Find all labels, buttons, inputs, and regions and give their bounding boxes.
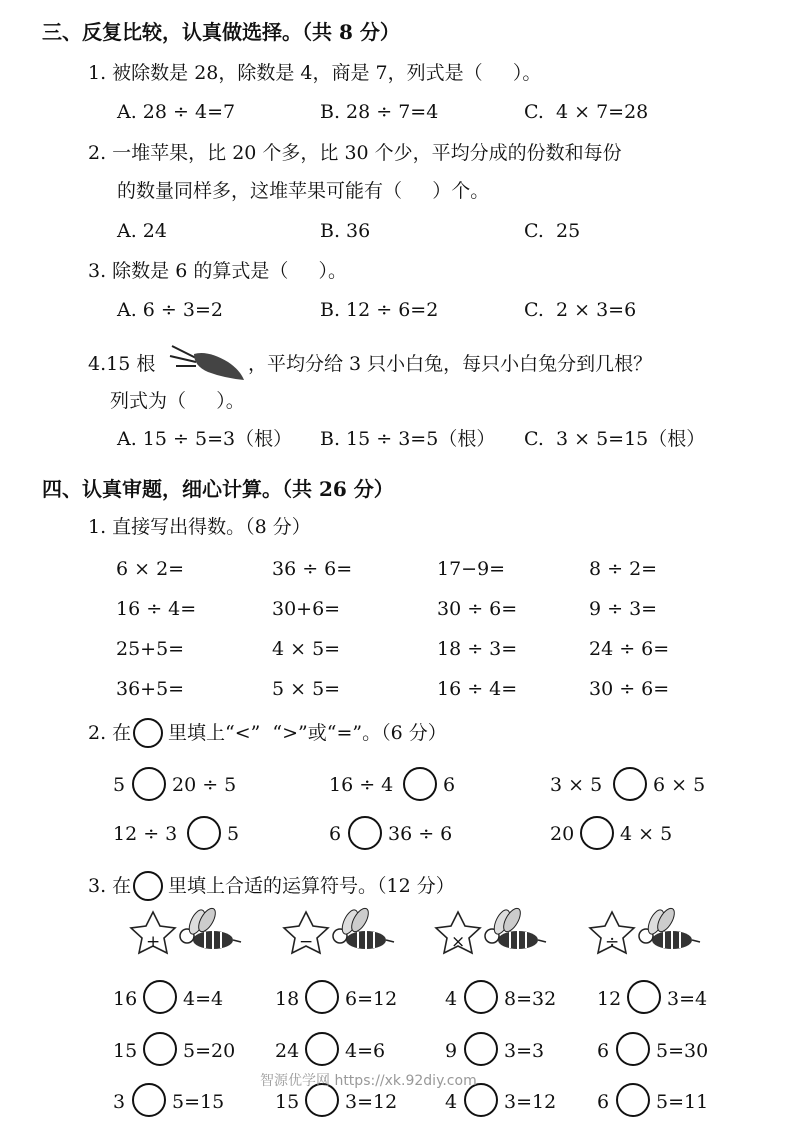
compare-left: 3 × 5	[550, 774, 603, 796]
operator-answer-circle[interactable]	[464, 980, 498, 1014]
compare-answer-circle[interactable]	[613, 767, 647, 801]
star-bee-icon	[586, 906, 706, 966]
q3-stem: 3. 除数是 6 的算式是（ ）。	[88, 260, 348, 282]
compare-left: 16 ÷ 4	[329, 774, 394, 796]
equation-left: 4	[445, 988, 458, 1010]
operator-answer-circle[interactable]	[143, 980, 177, 1014]
equation-right: 3=4	[667, 988, 708, 1010]
p3-title-circle	[133, 871, 163, 901]
compare-answer-circle[interactable]	[132, 767, 166, 801]
compare-left: 6	[329, 823, 342, 845]
equation-left: 3	[113, 1091, 126, 1113]
operator-answer-circle[interactable]	[616, 1083, 650, 1117]
calc-item: 30+6=	[272, 598, 341, 620]
compare-left: 20	[550, 823, 575, 845]
equation-left: 18	[275, 988, 300, 1010]
p1-title: 1. 直接写出得数。（8 分）	[88, 516, 311, 538]
equation-right: 3=12	[504, 1091, 557, 1113]
equation-right: 5=20	[183, 1040, 236, 1062]
bee-symbol-card	[127, 906, 247, 970]
operator-answer-circle[interactable]	[464, 1032, 498, 1066]
compare-right: 4 × 5	[620, 823, 673, 845]
p3-title-post: 里填上合适的运算符号。（12 分）	[168, 875, 455, 897]
calc-item: 16 ÷ 4=	[437, 678, 518, 700]
compare-answer-circle[interactable]	[187, 816, 221, 850]
q4-stem-post: ，平均分给 3 只小白兔，每只小白兔分到几根？	[248, 353, 653, 375]
calc-item: 30 ÷ 6=	[589, 678, 670, 700]
q2-option-b[interactable]: B. 36	[320, 220, 371, 242]
q1-option-a[interactable]: A. 28 ÷ 4=7	[117, 101, 236, 123]
operator-answer-circle[interactable]	[305, 1032, 339, 1066]
q2-option-a[interactable]: A. 24	[117, 220, 167, 242]
operator-symbol: +	[146, 932, 161, 952]
equation-left: 12	[597, 988, 622, 1010]
calc-item: 8 ÷ 2=	[589, 558, 658, 580]
equation-left: 9	[445, 1040, 458, 1062]
equation-right: 4=4	[183, 988, 224, 1010]
equation-right: 8=32	[504, 988, 557, 1010]
bee-symbol-card	[432, 906, 552, 970]
equation-left: 6	[597, 1091, 610, 1113]
q2-option-c[interactable]: C. 25	[524, 220, 581, 242]
calc-item: 4 × 5=	[272, 638, 341, 660]
carrot-icon	[168, 340, 246, 384]
calc-item: 16 ÷ 4=	[116, 598, 197, 620]
q4-option-a[interactable]: A. 15 ÷ 5=3（根）	[117, 428, 293, 450]
equation-left: 6	[597, 1040, 610, 1062]
compare-right: 6 × 5	[653, 774, 706, 796]
calc-item: 6 × 2=	[116, 558, 185, 580]
calc-item: 36 ÷ 6=	[272, 558, 353, 580]
star-bee-icon	[127, 906, 247, 966]
bee-symbol-card	[280, 906, 400, 970]
operator-symbol: ×	[451, 932, 466, 952]
compare-right: 6	[443, 774, 456, 796]
bee-symbol-card	[586, 906, 706, 970]
q4-option-c[interactable]: C. 3 × 5=15（根）	[524, 428, 706, 450]
equation-right: 4=6	[345, 1040, 386, 1062]
operator-answer-circle[interactable]	[627, 980, 661, 1014]
q4-stem-line2: 列式为（ ）。	[110, 390, 245, 412]
calc-item: 9 ÷ 3=	[589, 598, 658, 620]
calc-item: 5 × 5=	[272, 678, 341, 700]
q4-stem-pre: 4.15 根	[88, 353, 156, 375]
section3-title: 三、反复比较，认真做选择。（共 8 分）	[42, 20, 400, 44]
operator-answer-circle[interactable]	[132, 1083, 166, 1117]
q1-option-b[interactable]: B. 28 ÷ 7=4	[320, 101, 439, 123]
q2-stem-line2: 的数量同样多，这堆苹果可能有（ ）个。	[117, 180, 490, 202]
calc-item: 25+5=	[116, 638, 185, 660]
p2-title-post: 里填上“<” “>”或“=”。（6 分）	[168, 722, 447, 744]
equation-right: 5=30	[656, 1040, 709, 1062]
equation-right: 3=12	[345, 1091, 398, 1113]
operator-symbol: ÷	[605, 932, 620, 952]
q3-option-b[interactable]: B. 12 ÷ 6=2	[320, 299, 439, 321]
equation-right: 5=15	[172, 1091, 225, 1113]
calc-item: 36+5=	[116, 678, 185, 700]
q3-option-c[interactable]: C. 2 × 3=6	[524, 299, 637, 321]
star-bee-icon	[280, 906, 400, 966]
section4-title: 四、认真审题，细心计算。（共 26 分）	[42, 477, 394, 501]
q4-option-b[interactable]: B. 15 ÷ 3=5（根）	[320, 428, 496, 450]
calc-item: 17−9=	[437, 558, 506, 580]
equation-left: 4	[445, 1091, 458, 1113]
star-bee-icon	[432, 906, 552, 966]
equation-right: 5=11	[656, 1091, 709, 1113]
compare-left: 12 ÷ 3	[113, 823, 178, 845]
equation-left: 16	[113, 988, 138, 1010]
equation-left: 15	[275, 1091, 300, 1113]
compare-right: 36 ÷ 6	[388, 823, 453, 845]
calc-item: 24 ÷ 6=	[589, 638, 670, 660]
p2-title-circle	[133, 718, 163, 748]
operator-symbol: −	[299, 932, 314, 952]
compare-answer-circle[interactable]	[403, 767, 437, 801]
q3-option-a[interactable]: A. 6 ÷ 3=2	[117, 299, 223, 321]
operator-answer-circle[interactable]	[143, 1032, 177, 1066]
compare-left: 5	[113, 774, 126, 796]
equation-right: 6=12	[345, 988, 398, 1010]
p2-title-pre: 2. 在	[88, 722, 132, 744]
equation-right: 3=3	[504, 1040, 545, 1062]
equation-left: 24	[275, 1040, 300, 1062]
calc-item: 30 ÷ 6=	[437, 598, 518, 620]
q1-option-c[interactable]: C. 4 × 7=28	[524, 101, 649, 123]
watermark: 智源优学网 https://xk.92diy.com	[260, 1073, 477, 1089]
compare-right: 5	[227, 823, 240, 845]
p3-title-pre: 3. 在	[88, 875, 132, 897]
equation-left: 15	[113, 1040, 138, 1062]
q1-stem: 1. 被除数是 28，除数是 4，商是 7，列式是（ ）。	[88, 62, 542, 84]
compare-answer-circle[interactable]	[580, 816, 614, 850]
operator-answer-circle[interactable]	[616, 1032, 650, 1066]
operator-answer-circle[interactable]	[305, 980, 339, 1014]
compare-answer-circle[interactable]	[348, 816, 382, 850]
calc-item: 18 ÷ 3=	[437, 638, 518, 660]
q2-stem-line1: 2. 一堆苹果，比 20 个多，比 30 个少，平均分成的份数和每份	[88, 142, 622, 164]
compare-right: 20 ÷ 5	[172, 774, 237, 796]
